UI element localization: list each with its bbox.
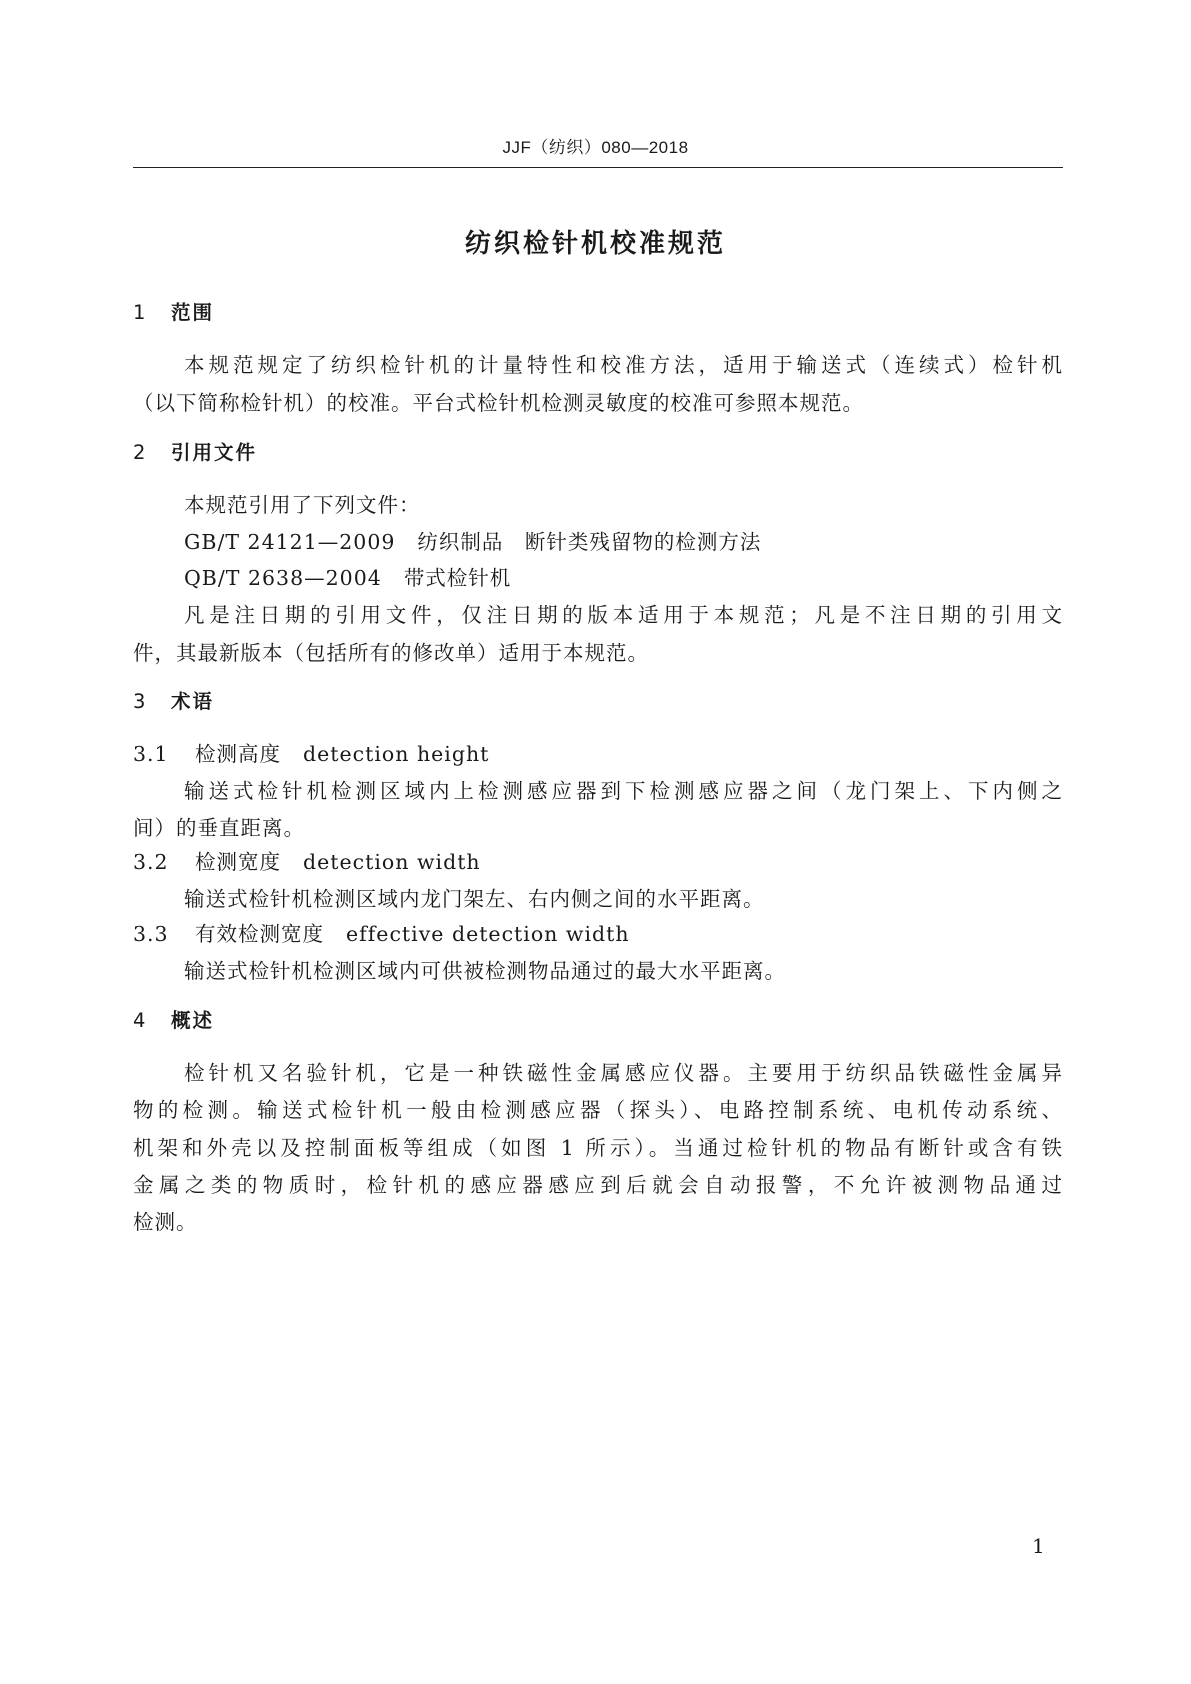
term-entry: [133, 737, 489, 767]
term-chinese: 检测高度: [195, 742, 281, 766]
paragraph-line: 本规范规定了纺织检针机的计量特性和校准方法，适用于输送式（连续式）检针机: [184, 353, 1063, 377]
section-title: 引用文件: [171, 441, 258, 464]
reference-code: QB/T 2638—2004: [184, 566, 382, 590]
section-heading-scope: [133, 297, 214, 325]
section-number: 1: [133, 301, 148, 324]
section-heading-terms: [133, 686, 214, 714]
reference-item: [184, 561, 511, 591]
section-number: 2: [133, 441, 148, 464]
term-number: 3.2: [133, 850, 169, 874]
paragraph-line: 检测。: [133, 1210, 198, 1234]
document-title: 纺织检针机校准规范: [464, 229, 726, 259]
paragraph-line: 检针机又名验针机，它是一种铁磁性金属感应仪器。主要用于纺织品铁磁性金属异: [184, 1061, 1063, 1085]
reference-code: GB/T 24121—2009: [184, 530, 396, 554]
section-title: 术语: [171, 690, 215, 713]
definition-line: 间）的垂直距离。: [133, 816, 305, 840]
term-chinese: 有效检测宽度: [195, 922, 324, 946]
section-heading-references: [133, 437, 257, 465]
definition-line: 输送式检针机检测区域内龙门架左、右内侧之间的水平距离。: [184, 887, 765, 911]
term-entry: [133, 917, 630, 947]
section-title: 范围: [171, 301, 215, 324]
term-english: effective detection width: [346, 922, 630, 946]
paragraph-line: 金属之类的物质时，检针机的感应器感应到后就会自动报警，不允许被测物品通过: [133, 1173, 1063, 1197]
section-number: 4: [133, 1009, 148, 1032]
definition-line: 输送式检针机检测区域内可供被检测物品通过的最大水平距离。: [184, 959, 786, 983]
paragraph-line: 件，其最新版本（包括所有的修改单）适用于本规范。: [133, 641, 649, 665]
term-number: 3.3: [133, 922, 169, 946]
reference-item: [184, 525, 761, 555]
page-number: 1: [1032, 1534, 1045, 1558]
reference-name: 纺织制品 断针类残留物的检测方法: [417, 530, 762, 554]
paragraph-line: 机架和外壳以及控制面板等组成（如图 1 所示）。当通过检针机的物品有断针或含有铁: [133, 1136, 1063, 1160]
header-rule: [133, 167, 1063, 168]
section-title: 概述: [171, 1009, 215, 1032]
paragraph-line: 物的检测。输送式检针机一般由检测感应器（探头）、电路控制系统、电机传动系统、: [133, 1098, 1063, 1122]
section-number: 3: [133, 690, 148, 713]
term-entry: [133, 845, 481, 875]
section-heading-overview: [133, 1005, 214, 1033]
paragraph-line: 本规范引用了下列文件：: [184, 493, 421, 517]
term-chinese: 检测宽度: [195, 850, 281, 874]
term-number: 3.1: [133, 742, 169, 766]
reference-name: 带式检针机: [403, 566, 512, 590]
term-english: detection width: [303, 850, 481, 874]
definition-line: 输送式检针机检测区域内上检测感应器到下检测感应器之间（龙门架上、下内侧之: [184, 779, 1063, 803]
paragraph-line: （以下简称检针机）的校准。平台式检针机检测灵敏度的校准可参照本规范。: [133, 391, 864, 415]
running-header: JJF（纺织）080—2018: [502, 138, 689, 157]
term-english: detection height: [303, 742, 490, 766]
paragraph-line: 凡是注日期的引用文件，仅注日期的版本适用于本规范；凡是不注日期的引用文: [184, 603, 1063, 627]
